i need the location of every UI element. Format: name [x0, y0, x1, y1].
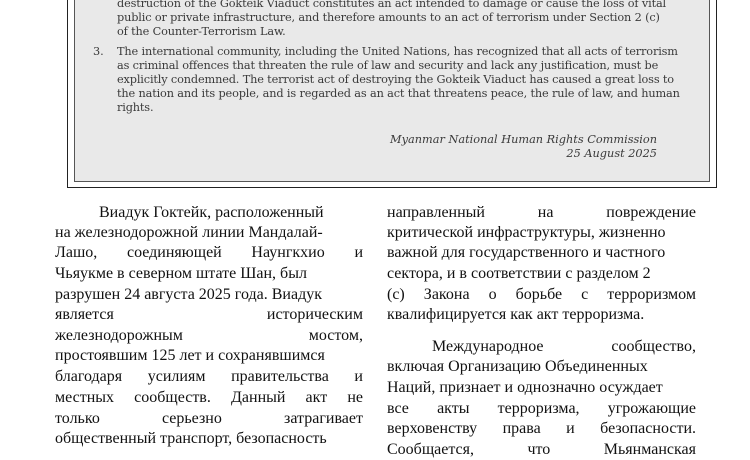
article-col1-line: Лашо, соединяющей Наунгкхио и	[55, 244, 363, 261]
article-col1-line: Виадук Гоктейк, расположенный	[99, 204, 324, 221]
article-col2-line: важной для государственного и частного	[387, 244, 666, 261]
statement-line: The international community, including the United Nations, has recognized that all acts of terrorism	[117, 45, 678, 58]
statement-box	[67, 0, 717, 188]
article-col1-line: на железнодорожной линии Мандалай-	[55, 224, 323, 241]
statement-signatory: Myanmar National Human Rights Commission	[390, 133, 657, 146]
statement-line: destruction of the Gokteik Viaduct constitutes an act intended to damage or cause the loss of vital	[117, 0, 667, 10]
article-col2-line: все акты терроризма, угрожающие	[387, 400, 696, 417]
article-col2-line: Международное сообщество,	[432, 338, 696, 355]
statement-line: rights.	[117, 101, 154, 114]
article-col2-line: включая Организацию Объединенных	[387, 358, 648, 375]
article-col2-line: критической инфраструктуры, жизненно	[387, 224, 666, 241]
article-col2-line: верховенству права и безопасности.	[387, 420, 696, 437]
article-col1-line: простоявшим 125 лет и сохранявшимся	[55, 347, 325, 364]
article-col1-line: общественный транспорт, безопасность	[55, 430, 327, 447]
statement-date: 25 August 2025	[566, 147, 657, 160]
article-col1-line: местных сообществ. Данный акт не	[55, 389, 363, 406]
statement-panel	[74, 0, 710, 182]
article-col1-line: благодаря усилиям правительства и	[55, 368, 363, 385]
article-col2-line: направленный на повреждение	[387, 204, 696, 221]
statement-line: of the Counter-Terrorism Law.	[117, 25, 286, 38]
article-col2-line: Сообщается, что Мьянманская	[387, 441, 696, 458]
article-col1-line: Чьяукме в северном штате Шан, был	[55, 265, 307, 282]
article-col2-line: (с) Закона о борьбе с терроризмом	[387, 286, 696, 303]
statement-line: public or private infrastructure, and therefore amounts to an act of terrorism under Section 2 (c)	[117, 11, 660, 24]
statement-line: as criminal offences that threaten the rule of law and security and lack any justification, must be	[117, 59, 659, 72]
article-col1-line: разрушен 24 августа 2025 года. Виадук	[55, 286, 322, 303]
article-col2-line: сектора, и в соответствии с разделом 2	[387, 265, 651, 282]
article-col1-line: железнодорожным мостом,	[55, 327, 363, 344]
statement-item-number: 3.	[93, 45, 104, 58]
article-col2-line: Наций, признает и однозначно осуждает	[387, 379, 663, 396]
article-col1-line: только серьезно затрагивает	[55, 410, 363, 427]
article-col2-line: квалифицируется как акт терроризма.	[387, 306, 645, 323]
statement-line: the nation and its people, and is regarded as an act that threatens peace, the rule of law, and human	[117, 87, 680, 100]
article-col1-line: является историческим	[55, 306, 363, 323]
statement-line: explicitly condemned. The terrorist act of destroying the Gokteik Viaduct has caused a great loss to	[117, 73, 674, 86]
